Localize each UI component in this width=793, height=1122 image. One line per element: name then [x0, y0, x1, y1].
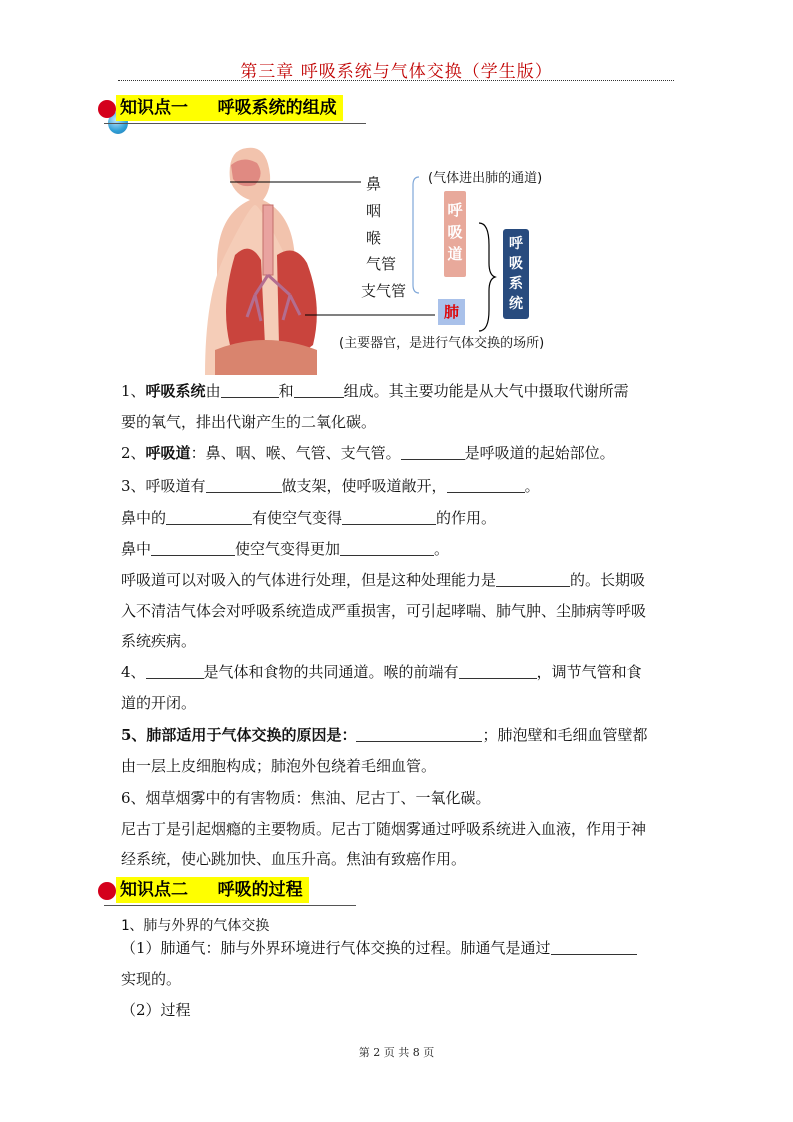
section-heading-2: [96, 876, 356, 906]
section-underline: [104, 905, 356, 906]
text: （1）肺通气：肺与外界环境进行气体交换的过程。肺通气是通过: [121, 939, 551, 957]
answer-blank[interactable]: [342, 508, 436, 525]
text: 的作用。: [436, 509, 497, 527]
paragraph: 由一层上皮细胞构成；肺泡外包绕着毛细血管。: [121, 757, 437, 775]
text: 2、: [121, 444, 146, 462]
text: 。: [434, 540, 450, 558]
text: 是呼吸道的起始部位。: [464, 444, 615, 462]
text: 3、呼吸道有: [121, 477, 206, 495]
red-dot-icon: [98, 100, 116, 118]
red-dot-icon: [98, 882, 116, 900]
respiratory-system-diagram: [195, 145, 575, 375]
answer-blank[interactable]: [166, 508, 252, 525]
paragraph: 入不清洁气体会对呼吸系统造成严重损害，可引起哮喘、肺气肿、尘肺病等呼吸: [121, 602, 647, 620]
organ-label: 气管: [366, 255, 397, 273]
answer-blank[interactable]: [146, 662, 204, 679]
text: 有使空气变得: [252, 509, 343, 527]
paragraph: [121, 569, 677, 591]
answer-blank[interactable]: [221, 381, 279, 398]
text-bold: 5、肺部适用于气体交换的原因是：: [121, 726, 357, 744]
paragraph: [121, 538, 677, 560]
text: 4、: [121, 663, 146, 681]
system-box-char: 吸: [509, 256, 523, 272]
paragraph: 6、烟草烟雾中的有害物质：焦油、尼古丁、一氧化碳。: [121, 789, 491, 807]
page-footer: 第 2 页 共 8 页: [358, 1046, 435, 1059]
answer-blank[interactable]: [294, 381, 344, 398]
system-box-char: 系: [509, 276, 523, 292]
paragraph: [121, 724, 677, 746]
text-bold: 呼吸系统: [145, 382, 206, 400]
answer-blank[interactable]: [340, 539, 434, 556]
airway-note: (气体进出肺的通道): [428, 171, 543, 186]
text: 鼻中: [121, 540, 152, 558]
text: 做支架，使呼吸道敞开，: [281, 477, 447, 495]
section-heading-1: [96, 94, 366, 124]
system-box-char: 呼: [509, 236, 523, 252]
text-bold: 呼吸道: [145, 444, 191, 462]
paragraph: [121, 937, 677, 959]
text: 鼻中的: [121, 509, 167, 527]
paragraph: （2）过程: [121, 1001, 191, 1019]
airway-box-char: 吸: [447, 223, 463, 241]
paragraph: 经系统，使心跳加快、血压升高。焦油有致癌作用。: [121, 850, 467, 868]
text: 。: [524, 477, 540, 495]
header-divider: [118, 80, 674, 81]
answer-blank[interactable]: [496, 570, 570, 587]
organ-label: 咽: [366, 202, 382, 220]
organ-label: 支气管: [361, 282, 407, 300]
paragraph: [121, 475, 677, 497]
text: ：鼻、咽、喉、气管、支气管。: [190, 444, 401, 462]
answer-blank[interactable]: [401, 443, 465, 460]
text: 是气体和食物的共同通道。喉的前端有: [203, 663, 459, 681]
paragraph: [121, 380, 677, 402]
lung-note: (主要器官，是进行气体交换的场所): [339, 336, 545, 351]
section-label: 知识点一 呼吸系统的组成: [116, 95, 343, 121]
text: 和: [278, 382, 294, 400]
organ-label: 鼻: [366, 175, 382, 193]
airway-box-char: 道: [447, 245, 463, 263]
text: ；肺泡壁和毛细血管壁都: [482, 726, 648, 744]
paragraph: 系统疾病。: [121, 632, 197, 650]
text: 呼吸道可以对吸入的气体进行处理，但是这种处理能力是: [121, 571, 497, 589]
paragraph: 实现的。: [121, 970, 182, 988]
text: 由: [205, 382, 221, 400]
answer-blank[interactable]: [206, 476, 282, 493]
paragraph: [121, 507, 677, 529]
paragraph: 要的氧气，排出代谢产生的二氧化碳。: [121, 413, 377, 431]
airway-box-char: 呼: [447, 201, 463, 219]
text: 使空气变得更加: [235, 540, 341, 558]
answer-blank[interactable]: [447, 476, 525, 493]
system-box: [503, 229, 529, 319]
answer-blank[interactable]: [151, 539, 235, 556]
text: ，调节气管和食: [536, 663, 642, 681]
text: 1、: [121, 382, 146, 400]
text: 的。长期吸: [570, 571, 646, 589]
section-underline: [104, 123, 366, 124]
answer-blank[interactable]: [551, 938, 637, 955]
section-label: 知识点二 呼吸的过程: [116, 877, 309, 903]
paragraph: 尼古丁是引起烟瘾的主要物质。尼古丁随烟雾通过呼吸系统进入血液，作用于神: [121, 820, 647, 838]
answer-blank[interactable]: [356, 725, 482, 742]
page-header-title: 第三章 呼吸系统与气体交换（学生版）: [240, 62, 553, 82]
paragraph: 道的开闭。: [121, 694, 197, 712]
text: 组成。其主要功能是从大气中摄取代谢所需: [343, 382, 629, 400]
organ-label: 喉: [366, 229, 382, 247]
paragraph: [121, 442, 677, 464]
paragraph: 1、肺与外界的气体交换: [121, 918, 270, 934]
system-box-char: 统: [509, 296, 523, 312]
answer-blank[interactable]: [459, 662, 537, 679]
airway-box: [444, 191, 466, 277]
lung-box: 肺: [438, 299, 465, 325]
paragraph: [121, 661, 677, 683]
